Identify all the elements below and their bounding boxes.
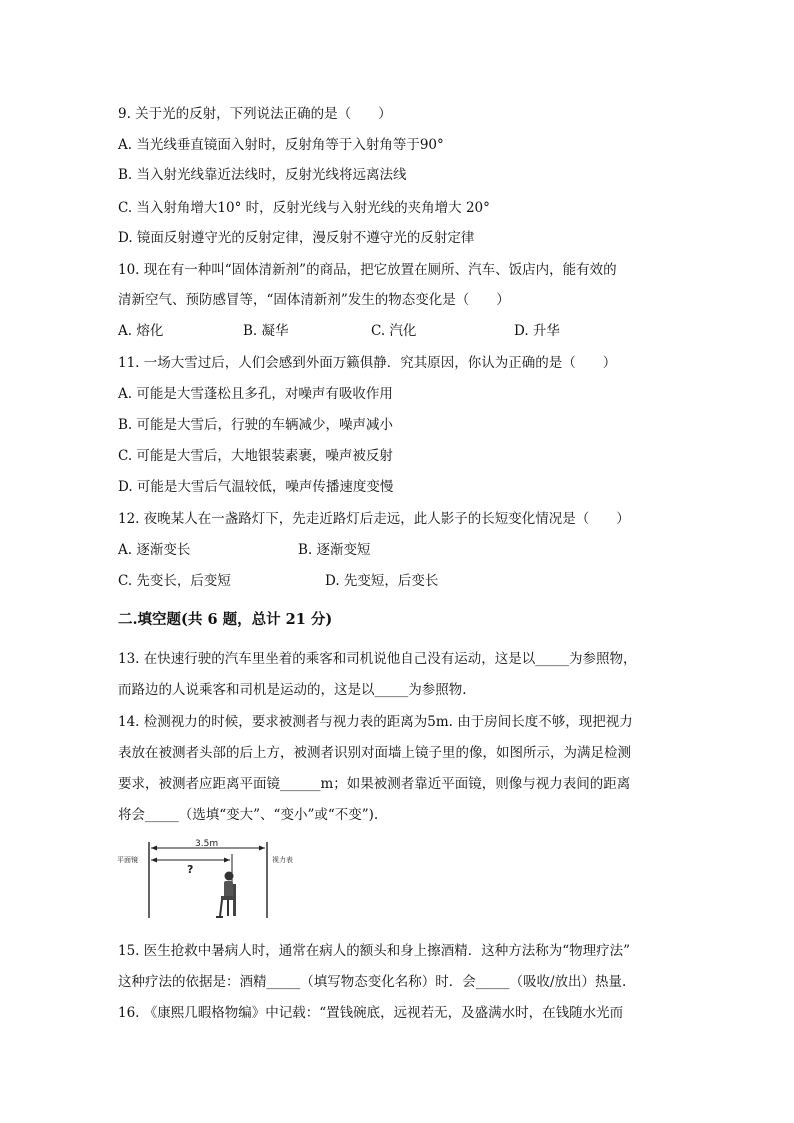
q12-option-a: A. 逐渐变长 xyxy=(118,542,191,558)
q12-option-b: B. 逐渐变短 xyxy=(298,542,371,558)
q13-line2: 而路边的人说乘客和司机是运动的，这是以_____为参照物. xyxy=(118,682,467,698)
q9-stem: 9. 关于光的反射，下列说法正确的是（ ） xyxy=(118,106,392,122)
q11-option-c: C. 可能是大雪后，大地银装素裹，噪声被反射 xyxy=(118,448,393,464)
q9-option-d: D. 镜面反射遵守光的反射定律，漫反射不遵守光的反射定律 xyxy=(118,230,475,246)
mirror-vision-diagram xyxy=(117,836,293,922)
q12-option-d: D. 先变短，后变长 xyxy=(325,573,439,589)
arrow-head-right xyxy=(259,846,265,851)
q14-line1: 14. 检测视力的时候，要求被测者与视力表的距离为5m. 由于房间长度不够，现把视力 xyxy=(118,714,633,730)
q10-stem-line2: 清新空气、预防感冒等，“固体清新剂”发生的物态变化是（ ） xyxy=(118,292,510,308)
q9-option-b: B. 当入射光线靠近法线时，反射光线将远离法线 xyxy=(118,167,407,183)
q15-line1: 15. 医生抢救中暑病人时，通常在病人的额头和身上擦酒精．这种方法称为“物理疗法” xyxy=(118,943,631,959)
q12-option-c: C. 先变长，后变短 xyxy=(118,573,231,589)
arrow-head-left xyxy=(151,846,157,851)
section-title: 二.填空题(共 6 题，总计 21 分) xyxy=(118,611,333,628)
q14-line3: 要求，被测者应距离平面镜______m；如果被测者靠近平面镜，则像与视力表间的距离 xyxy=(118,776,631,792)
q10-option-c: C. 汽化 xyxy=(371,323,417,339)
q16-line1: 16. 《康熙几暇格物编》中记载：“置钱碗底，远视若无，及盛满水时，在钱随水光而 xyxy=(118,1005,624,1021)
q10-stem-line1: 10. 现在有一种叫“固体清新剂”的商品，把它放置在厕所、汽车、饭店内，能有效的 xyxy=(118,262,617,278)
q11-option-a: A. 可能是大雪蓬松且多孔，对噪声有吸收作用 xyxy=(118,386,393,402)
q9-option-a: A. 当光线垂直镜面入射时，反射角等于入射角等于90° xyxy=(118,137,444,153)
q11-option-b: B. 可能是大雪后，行驶的车辆减少，噪声减小 xyxy=(118,417,394,433)
distance-label: 3.5m xyxy=(195,839,219,849)
q10-option-b: B. 凝华 xyxy=(243,323,289,339)
arrow-head-left-2 xyxy=(151,858,157,863)
q14-line2: 表放在被测者头部的后上方，被测者识别对面墙上镜子里的像，如图所示，为满足检测 xyxy=(118,745,631,761)
q14-line4: 将会_____（选填“变大”、“变小”或“不变”). xyxy=(118,807,379,823)
mirror-label: 平面镜 xyxy=(117,856,138,864)
q10-option-a: A. 熔化 xyxy=(118,323,164,339)
unknown-label: ? xyxy=(187,863,194,876)
q10-option-d: D. 升华 xyxy=(514,323,560,339)
q11-stem: 11. 一场大雪过后，人们会感到外面万籁俱静．究其原因，你认为正确的是（ ） xyxy=(118,355,617,371)
arrow-head-right-2 xyxy=(224,858,230,863)
q9-option-c: C. 当入射角增大10° 时，反射光线与入射光线的夹角增大 20° xyxy=(118,200,490,216)
q12-stem: 12. 夜晚某人在一盏路灯下，先走近路灯后走远，此人影子的长短变化情况是（ ） xyxy=(118,511,630,527)
q13-line1: 13. 在快速行驶的汽车里坐着的乘客和司机说他自己没有运动，这是以_____为参照物， xyxy=(118,651,637,667)
chart-label: 视力表 xyxy=(272,856,293,864)
q15-line2: 这种疗法的依据是：酒精_____（填写物态变化名称）时．会_____（吸收/放出）热量. xyxy=(118,974,627,990)
q11-option-d: D. 可能是大雪后气温较低，噪声传播速度变慢 xyxy=(118,479,394,495)
seated-person-icon xyxy=(216,872,236,918)
